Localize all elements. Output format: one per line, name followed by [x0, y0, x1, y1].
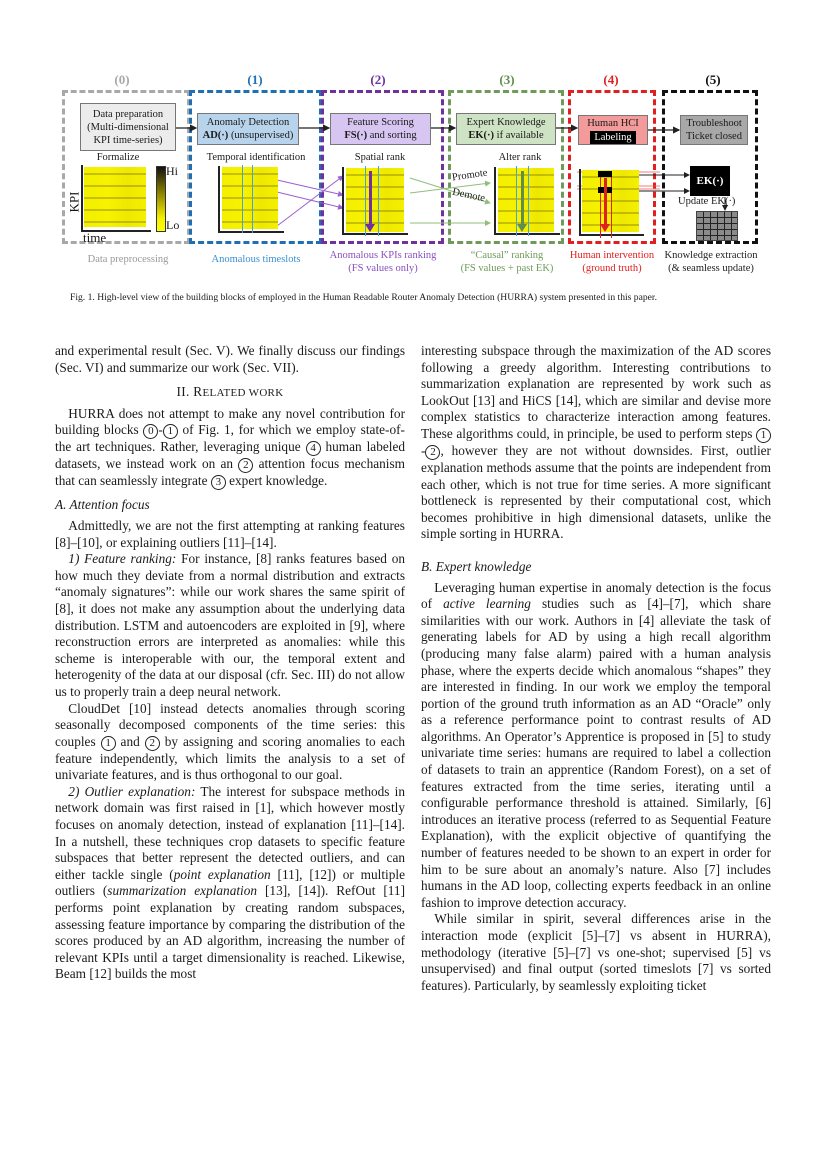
stage-5-caption-line2: (& seamless update)	[668, 263, 754, 274]
circled-4-icon: 4	[306, 441, 321, 456]
rank-down-arrow	[369, 171, 372, 226]
circled-2-icon: 2	[238, 458, 253, 473]
paragraph-beam-continued: interesting subspace through the maximization of the AD scores following a greedy algorithm. Interesting contributions to summarization explanation are represented by work such as LookOut [13] and HiCS [14], which are similar and devise more complex statistics to characterize interaction among features. These algorithms could, in principle, be used to perform steps 1- 2 , however they are not without downsides. First, outlier explanation methods assume that the points are independent from each other, which is not true for time series. A more significant bottleneck is represented by their computational cost, which becomes prohibitive in high dimensional datasets, unlike the simple sorting in HURRA.	[421, 343, 771, 542]
stage-2-caption-line2: (FS values only)	[348, 263, 418, 274]
hci-title: Human HCI	[587, 117, 639, 129]
stage-3-caption-line1: “Causal” ranking	[470, 250, 544, 261]
ad-func: AD(·)	[202, 130, 229, 141]
stage-4-number: (4)	[603, 72, 619, 87]
fs-title: Feature Scoring	[347, 117, 414, 128]
timeslot-marker	[378, 166, 379, 236]
ek-title: Expert Knowledge	[466, 117, 546, 128]
section-title-rest: ELATED WORK	[202, 387, 284, 400]
ek-rest: if available	[494, 130, 544, 141]
paragraph-expert-knowledge: Leveraging human expertise in anomaly detection is the focus of active learning studies such as [4]–[7], which share similarities with our work. Authors in [4] alleviate the task of generating labels for AD by using a high recall algorithm (producing many false alarm) paired with a human analysis phase, where the experts decide which anomalous “shapes” they are interested in finding. In our work we employ the temporal portion of the ground truth information as an AD “Oracle” only as a reference performance point to contrast results of AD algorithms. An Operator’s Apprentice is proposed in [5] to study univariate time series: humans are required to label a collection of datasets to train an apprentice (Random Forest), on a set of features extracted from the time series, iterating until a configurable performance threshold is attained. Similarly, [6] introduces an iterative process (referred to as Sequential Feature Explanation), with the explicit objective of quantifying the number of features needed to be shown to an expert in order for him to be sure about an anomaly’s nature. Also [7] includes humans in the AD loop, collecting experts feedback in an online fashion to improve detection accuracy.	[421, 579, 771, 910]
stage-5-caption-line1: Knowledge extraction	[664, 250, 758, 261]
stage-3-caption-line2: (FS values + past EK)	[460, 263, 554, 274]
kpi-heatmap-1	[222, 167, 278, 229]
paragraph-related-work-intro: HURRA does not attempt to make any novel contribution for building blocks 0 - 1 of Fig. 1, for which we employ state-of-the art techniques. Rather, leveraging unique 4 human labeled datasets, we instead work on an 2 attention focus mechanism that can seamlessly integrate 3 expert knowledge.	[55, 405, 405, 489]
section-title-initial: R	[193, 384, 203, 400]
circled-0-icon: 0	[143, 424, 158, 439]
left-column	[55, 343, 405, 983]
paragraph-differences: While similar in spirit, several differences arise in the interaction mode (explicit [5]–[7] vs absent in HURRA), methodology (iterative [5]–[7] vs one-shot; supervised [5] vs unsupervised) and final output (sorted timeslots [7] vs sorted features). Particularly, by seamlessly exploiting ticket	[421, 911, 771, 993]
spatial-rank-label: Spatial rank	[354, 152, 406, 163]
temporal-identification-label: Temporal identification	[206, 152, 306, 163]
data-preparation-label: Data preparation (Multi-dimensional KPI time-series)	[87, 108, 169, 146]
run-in-heading: 2) Outlier explanation:	[68, 783, 196, 799]
paragraph-admittedly: Admittedly, we are not the first attempting at ranking features [8]–[10], or explaining outliers [11]–[14].	[55, 517, 405, 550]
timeslot-marker	[252, 165, 253, 233]
paragraph-feature-ranking: 1) Feature ranking: For instance, [8] ranks features based on how much they deviate from a normal distribution and extracts “anomaly signatures”: while our work shares the same spirit of [8], it does not make any assumption about the underlying data distribution. LSTM and autoencoders are exploited in [9], where reconstruction errors are interpreted as anomalies: while this scheme is interoperable with our, the temporal extent and heterogenity of the data at our disposal (cfr. Sec. III) do not allow us to properly train a deep neural network.	[55, 551, 405, 699]
stage-2-caption-line1: Anomalous KPIs ranking	[329, 250, 437, 261]
paragraph-intro-end: and experimental result (Sec. V). We finally discuss our findings (Sec. VI) and summarize our work (Sec. VII).	[55, 343, 405, 375]
ad-title: Anomaly Detection	[206, 117, 290, 128]
rank-down-arrow	[521, 171, 524, 226]
time-axis-label: time	[83, 230, 107, 245]
stage-3-number: (3)	[499, 72, 515, 87]
troubleshoot-line2: Ticket closed	[686, 131, 742, 142]
figure-1	[60, 68, 760, 280]
kpi-heatmap-2	[346, 168, 404, 232]
circled-3-icon: 3	[211, 475, 226, 490]
y-axis	[579, 169, 581, 235]
y-axis	[342, 167, 344, 234]
x-axis	[494, 233, 560, 235]
circled-1-icon: 1	[756, 428, 771, 443]
timeslot-marker	[528, 166, 529, 236]
ek-func: EK(·)	[468, 130, 495, 141]
right-column	[421, 343, 771, 994]
labeling-badge: Labeling	[590, 131, 635, 144]
colorbar-lo: Lo	[166, 218, 180, 232]
ek-function-box: EK(·)	[690, 166, 730, 196]
stage-2-number: (2)	[370, 72, 386, 87]
label-mark	[598, 171, 612, 177]
circled-1-icon: 1	[101, 736, 116, 751]
colorbar-hi: Hi	[166, 164, 178, 178]
x-axis	[218, 231, 284, 233]
section-heading-related-work	[55, 384, 405, 402]
stage-4-caption-line2: (ground truth)	[582, 263, 642, 274]
formalize-label: Formalize	[96, 152, 140, 163]
alter-rank-label: Alter rank	[498, 152, 542, 163]
section-number: II.	[176, 384, 194, 400]
update-ek-label: Update EK(·)	[678, 196, 736, 207]
subsection-heading-expert-knowledge: B. Expert knowledge	[421, 558, 532, 574]
kpi-heatmap-0	[84, 167, 146, 227]
ground-truth-marker	[611, 172, 612, 238]
colorbar	[156, 166, 166, 232]
subsection-heading-attention-focus: A. Attention focus	[55, 497, 150, 513]
circled-2-icon: 2	[145, 736, 160, 751]
timeslot-marker	[242, 165, 243, 233]
rank-arrow-head	[517, 224, 527, 232]
rank-arrow-head	[365, 224, 375, 232]
troubleshoot-line1: Troubleshoot	[686, 118, 742, 129]
stage-4-caption-line1: Human intervention	[569, 250, 655, 261]
knowledge-table	[696, 211, 738, 241]
kpi-axis-label: KPI	[66, 191, 82, 213]
stage-5-number: (5)	[705, 72, 721, 87]
ad-rest: (unsupervised)	[228, 130, 294, 141]
fs-func: FS(·)	[344, 130, 368, 141]
demote-label: Demote	[451, 186, 487, 205]
fs-rest: and sorting	[367, 130, 417, 141]
promote-label: Promote	[451, 167, 489, 184]
human-arrow-head	[600, 224, 610, 232]
circled-1-icon: 1	[163, 424, 178, 439]
y-axis	[494, 167, 496, 234]
kpi-heatmap-3	[498, 168, 554, 232]
circled-2-icon: 2	[425, 445, 440, 460]
human-down-arrow	[604, 178, 607, 226]
stage-0-caption: Data preprocessing	[87, 254, 169, 265]
stage-1-caption: Anomalous timeslots	[211, 254, 301, 265]
x-axis	[342, 233, 408, 235]
stage-0-number: (0)	[114, 72, 130, 87]
figure-caption: Fig. 1. High-level view of the building blocks of employed in the Human Readable Router Anomaly Detection (HURRA) system presented in this paper.	[70, 292, 657, 303]
paragraph-outlier-explanation: 2) Outlier explanation: The interest for subspace methods in network domain was first raised in [1], which however mostly focuses on anomaly detection, instead of explanation [11]–[14]. In a nutshell, these techniques crop datasets to specific feature subspaces that better represent the detected outliers, and can either tackle single (point explanation [11], [12]) or multiple outliers (summarization explanation [13], [14]). RefOut [11] performs point explanation by creating random subspaces, assessing feature importance by comparing the distribution of the scores produced by an AD algorithm, increasing the number of relevant KPIs until a target dimensionality is reached. Likewise, Beam [12] builds the most	[55, 783, 406, 982]
stage-1-number: (1)	[247, 72, 263, 87]
paragraph-clouddet: CloudDet [10] instead detects anomalies through scoring seasonally decomposed components of the time series: this couples 1 and 2 by assigning and scoring anomalies to each feature independently, which limits the analysis to a set of univariate features, and is thus orthogonal to our goal.	[55, 700, 405, 783]
y-axis	[218, 166, 220, 232]
run-in-heading: 1) Feature ranking:	[68, 551, 177, 567]
